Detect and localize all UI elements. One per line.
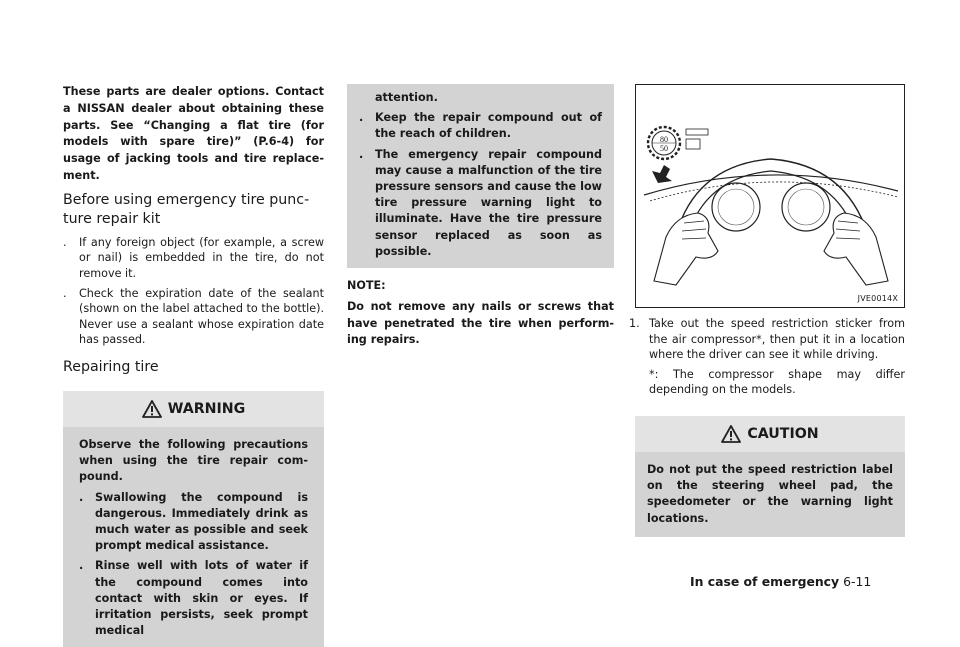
footer-section: In case of emergency xyxy=(690,574,840,589)
list-item: . Check the expiration date of the sealant (shown on the label attached to the bottle). Never use a sealant whose expiration date has passed. xyxy=(63,286,324,347)
warning-label: WARNING xyxy=(167,400,246,417)
note-label: NOTE: xyxy=(347,279,386,293)
step-text: Take out the speed restriction sticker from the air compressor*, then put it in a location where the driver can see it while driving. xyxy=(649,317,905,362)
caution-header xyxy=(635,416,905,452)
warning-continued-list xyxy=(359,110,602,260)
right-column xyxy=(629,316,905,537)
warning-continued-text: attention. xyxy=(375,91,438,104)
steering-wheel-illustration xyxy=(636,85,904,307)
figure-code: JVE0014X xyxy=(857,294,898,303)
page-number: 6-11 xyxy=(843,574,872,589)
warning-header xyxy=(63,391,324,427)
step-number: 1. xyxy=(629,317,640,330)
footnote: *: The compressor shape may differ depending on the models. xyxy=(649,367,905,397)
heading-repairing-tire: Repairing tire xyxy=(63,358,159,375)
left-column xyxy=(63,84,324,647)
intro-paragraph: These parts are dealer options. Contact a NISSAN dealer about obtaining these parts. See “Changing a flat tire (for models with spare tire)” (P.6-4) for usage of jacking tools and tire replace-ment. xyxy=(63,85,324,182)
list-item: . Rinse well with lots of water if the compound comes into contact with skin or eyes. If irritation persists, seek prompt medical xyxy=(79,559,308,638)
caution-triangle-icon xyxy=(721,425,741,443)
caution-label: CAUTION xyxy=(747,425,819,442)
warning-list xyxy=(79,490,308,640)
svg-text:80: 80 xyxy=(660,135,668,144)
svg-text:50: 50 xyxy=(660,144,668,153)
warning-triangle-icon xyxy=(142,400,162,418)
list-item: . The emergency repair compound may cause a malfunction of the tire pressure sensors and cause the low tire pressure warning light to illuminate. Have the tire pressure sensor replaced as soon as possible. xyxy=(359,147,602,258)
middle-column xyxy=(347,84,614,349)
precheck-list xyxy=(63,235,324,348)
note-text: Do not remove any nails or screws that have penetrated the tire when perform-ing repairs. xyxy=(347,299,614,347)
caution-text: Do not put the speed restriction label on the steering wheel pad, the speedometer or the warning light locations. xyxy=(647,462,893,525)
warning-text: Observe the following precautions when using the tire repair com-pound. xyxy=(79,437,308,484)
list-item: . Keep the repair compound out of the reach of children. xyxy=(359,111,602,141)
warning-continued-body xyxy=(347,84,614,268)
list-item: . If any foreign object (for example, a screw or nail) is embedded in the tire, do not remove it. xyxy=(63,235,324,280)
heading-before-repair-kit: Before using emergency tire punc-ture repair kit xyxy=(63,191,310,227)
page-footer xyxy=(690,574,871,589)
step-1 xyxy=(629,316,905,363)
caution-box xyxy=(635,416,905,537)
illustration-figure xyxy=(635,84,905,308)
warning-body xyxy=(63,427,324,647)
warning-box xyxy=(63,391,324,647)
caution-body xyxy=(635,452,905,537)
speed-sticker-icon xyxy=(648,127,680,159)
list-item: . Swallowing the compound is dangerous. Immediately drink as much water as possible and seek prompt medical assistance. xyxy=(79,490,308,553)
